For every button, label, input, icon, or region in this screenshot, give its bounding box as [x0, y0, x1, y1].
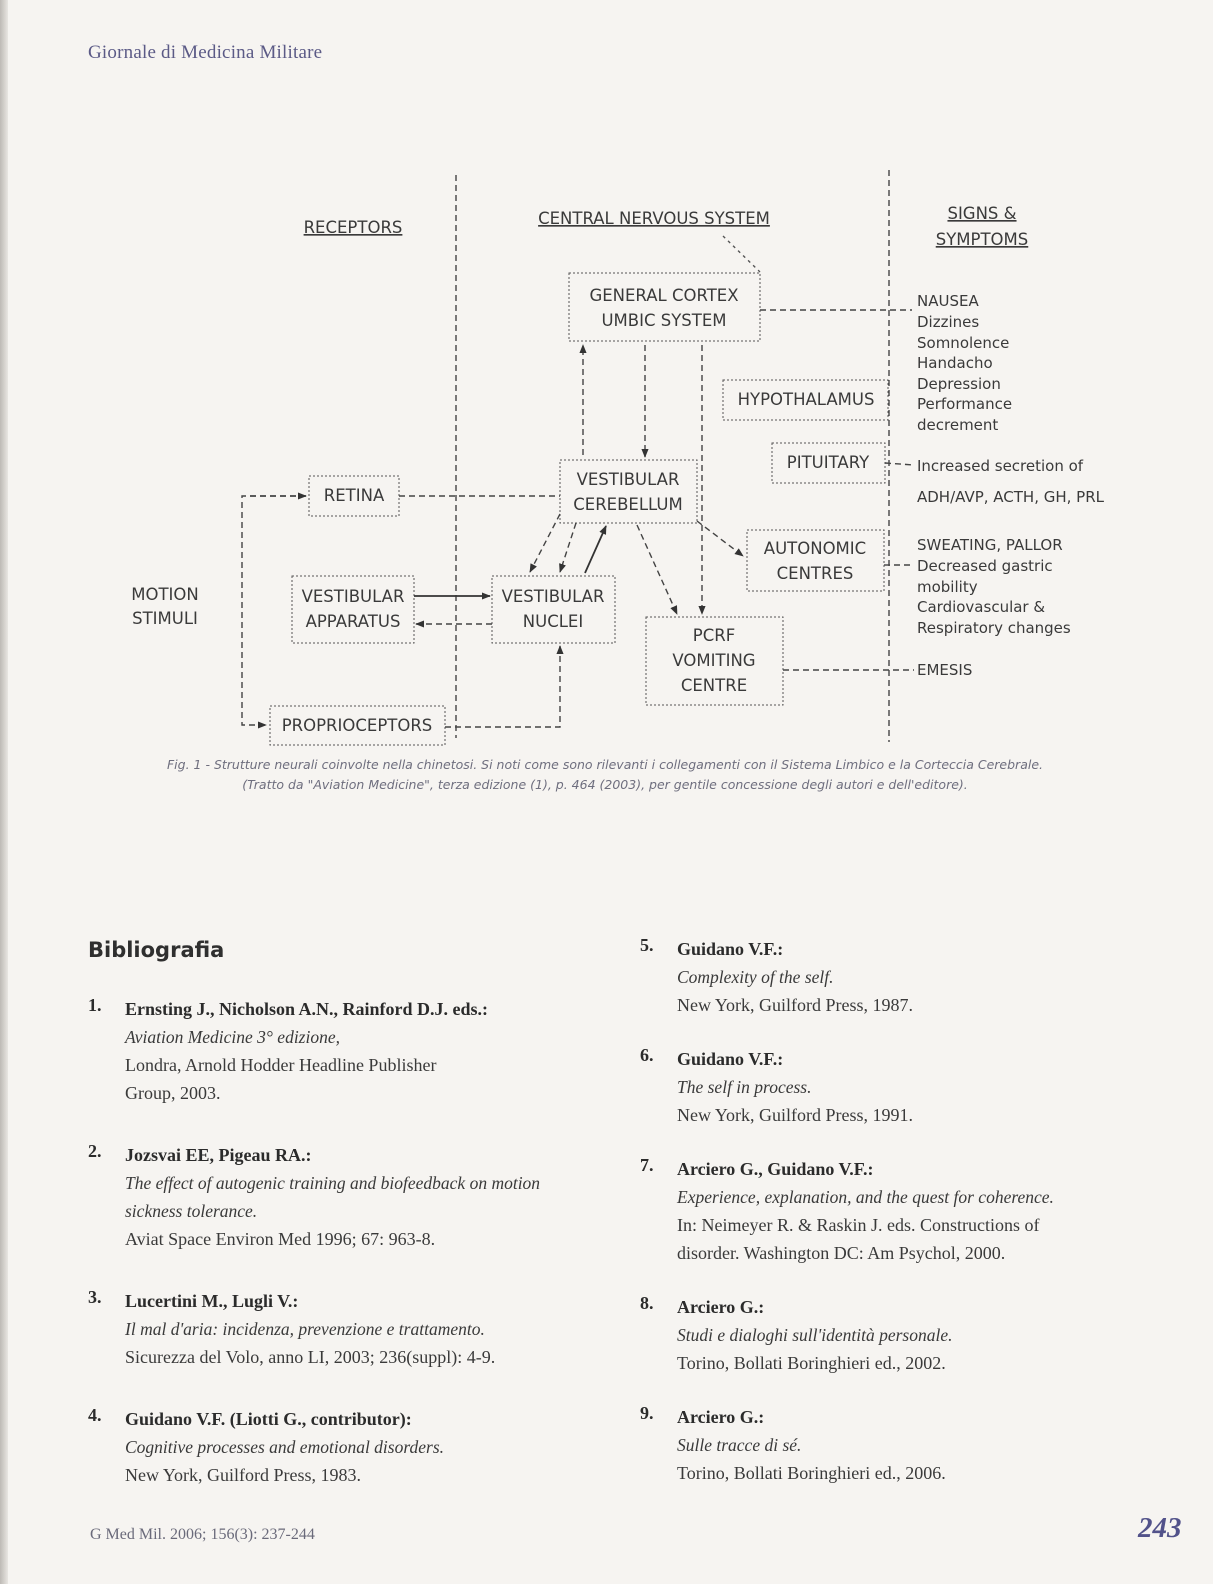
reference-publisher: New York, Guilford Press, 1983.: [125, 1465, 362, 1485]
svg-text:VESTIBULAR: VESTIBULAR: [576, 470, 680, 489]
box-vestibular-apparatus: [292, 576, 414, 643]
box-vestibular-cerebellum: [560, 460, 697, 523]
svg-text:RETINA: RETINA: [323, 486, 385, 505]
header-receptors: RECEPTORS: [303, 218, 403, 237]
reference-authors: Arciero G.:: [677, 1407, 765, 1427]
reference-title: Sulle tracce di sé.: [677, 1435, 802, 1455]
reference-number: 1.: [88, 995, 102, 1015]
reference-number: 3.: [88, 1287, 102, 1307]
svg-text:Performance: Performance: [917, 395, 1013, 413]
reference-authors: Guidano V.F. (Liotti G., contributor):: [125, 1409, 412, 1429]
reference-6: [640, 1045, 1160, 1129]
reference-authors: Guidano V.F.:: [677, 1049, 784, 1069]
svg-text:AUTONOMIC: AUTONOMIC: [763, 539, 867, 558]
reference-authors: Jozsvai EE, Pigeau RA.:: [125, 1145, 312, 1165]
motion-stimuli-line1: MOTION: [131, 585, 199, 604]
svg-text:mobility: mobility: [917, 578, 978, 596]
reference-2: [88, 1141, 588, 1253]
arrow-cerebellum-to-pcrf: [637, 525, 677, 614]
arrow-cerebellum-to-nuclei-2: [560, 523, 576, 572]
svg-text:CEREBELLUM: CEREBELLUM: [573, 495, 683, 514]
svg-text:Depression: Depression: [917, 375, 1001, 393]
box-autonomic-centres: [747, 530, 884, 591]
svg-text:Cardiovascular &: Cardiovascular &: [917, 598, 1046, 616]
svg-text:VESTIBULAR: VESTIBULAR: [501, 587, 605, 606]
reference-publisher: Torino, Bollati Boringhieri ed., 2002.: [677, 1353, 946, 1373]
symptoms-pituitary-group: [917, 457, 1105, 506]
reference-authors: Guidano V.F.:: [677, 939, 784, 959]
symptoms-autonomic-group: [917, 536, 1071, 637]
arrow-nuclei-to-cerebellum: [585, 526, 606, 573]
footer-citation: G Med Mil. 2006; 156(3): 237-244: [90, 1526, 315, 1543]
box-retina: [309, 476, 399, 516]
reference-authors: Arciero G.:: [677, 1297, 765, 1317]
box-general-cortex: [569, 273, 760, 341]
box-pituitary: [772, 443, 885, 483]
header-symptoms: SYMPTOMS: [935, 230, 1029, 249]
reference-9: [640, 1403, 1160, 1487]
reference-number: 8.: [640, 1293, 654, 1313]
svg-text:HYPOTHALAMUS: HYPOTHALAMUS: [737, 390, 875, 409]
reference-7: [640, 1155, 1160, 1267]
arrow-cerebellum-to-autonomic: [697, 521, 743, 556]
reference-authors: Arciero G., Guidano V.F.:: [677, 1159, 874, 1179]
reference-number: 2.: [88, 1141, 102, 1161]
svg-text:decrement: decrement: [917, 416, 999, 434]
bibliography-title: Bibliografia: [88, 938, 225, 962]
svg-text:Handacho: Handacho: [917, 354, 993, 372]
reference-publisher: New York, Guilford Press, 1987.: [677, 995, 914, 1015]
reference-publisher: New York, Guilford Press, 1991.: [677, 1105, 914, 1125]
reference-publisher: Aviat Space Environ Med 1996; 67: 963-8.: [125, 1229, 436, 1249]
reference-authors: Ernsting J., Nicholson A.N., Rainford D.J. eds.:: [125, 999, 489, 1019]
svg-text:APPARATUS: APPARATUS: [305, 612, 401, 631]
box-proprioceptors: [270, 706, 445, 745]
reference-publisher: Group, 2003.: [125, 1083, 221, 1103]
reference-title: Experience, explanation, and the quest for coherence.: [677, 1187, 1054, 1207]
reference-8: [640, 1293, 1160, 1377]
reference-title: The self in process.: [677, 1077, 812, 1097]
svg-text:NAUSEA: NAUSEA: [917, 292, 979, 310]
reference-title: Aviation Medicine 3° edizione,: [125, 1027, 340, 1047]
svg-text:CENTRES: CENTRES: [776, 564, 854, 583]
svg-text:Increased secretion of: Increased secretion of: [917, 457, 1084, 475]
reference-publisher: disorder. Washington DC: Am Psychol, 2000.: [677, 1243, 1006, 1263]
symptoms-cortex-group: [917, 292, 1012, 434]
svg-text:PITUITARY: PITUITARY: [786, 453, 870, 472]
svg-text:NUCLEI: NUCLEI: [522, 612, 584, 631]
header-cns: CENTRAL NERVOUS SYSTEM: [538, 209, 770, 228]
figure-caption: [80, 755, 1130, 795]
svg-text:Respiratory changes: Respiratory changes: [917, 619, 1071, 637]
svg-text:PROPRIOCEPTORS: PROPRIOCEPTORS: [281, 716, 433, 735]
reference-title: Il mal d'aria: incidenza, prevenzione e trattamento.: [125, 1319, 485, 1339]
page-number: 243: [1138, 1512, 1182, 1544]
reference-3: [88, 1287, 588, 1371]
bibliography-column-left: [88, 995, 588, 1489]
reference-publisher: Londra, Arnold Hodder Headline Publisher: [125, 1055, 437, 1075]
reference-title: Studi e dialoghi sull'identità personale.: [677, 1325, 953, 1345]
svg-text:PCRF: PCRF: [692, 626, 736, 645]
bibliography-column-right: [640, 935, 1160, 1487]
svg-text:VOMITING: VOMITING: [672, 651, 756, 670]
cns-pointer-line: [723, 236, 760, 272]
reference-publisher: In: Neimeyer R. & Raskin J. eds. Constructions of: [677, 1215, 1040, 1235]
motion-stimuli-line2: STIMULI: [132, 609, 198, 628]
arrow-cerebellum-to-nuclei-1: [530, 514, 560, 572]
reference-title: Cognitive processes and emotional disorders.: [125, 1437, 445, 1457]
stimuli-bracket: [242, 496, 306, 725]
reference-number: 7.: [640, 1155, 654, 1175]
caption-line-2: (Tratto da "Aviation Medicine", terza edizione (1), p. 464 (2003), per gentile concessione degli autori e dell'editore).: [242, 777, 968, 792]
reference-number: 4.: [88, 1405, 102, 1425]
svg-text:VESTIBULAR: VESTIBULAR: [301, 587, 405, 606]
reference-1: [88, 995, 588, 1107]
reference-number: 6.: [640, 1045, 654, 1065]
caption-line-1: Fig. 1 - Strutture neurali coinvolte nella chinetosi. Si noti come sono rilevanti i collegamenti con il Sistema Limbico e la Corteccia Cerebrale.: [166, 757, 1043, 772]
reference-publisher: Torino, Bollati Boringhieri ed., 2006.: [677, 1463, 946, 1483]
box-vestibular-nuclei: [492, 576, 615, 643]
svg-text:Dizzines: Dizzines: [917, 313, 980, 331]
reference-title: Complexity of the self.: [677, 967, 834, 987]
box-hypothalamus: [723, 380, 888, 420]
svg-text:Somnolence: Somnolence: [917, 334, 1010, 352]
reference-5: [640, 935, 1160, 1019]
arrow-proprioceptors-to-nuclei: [445, 646, 560, 727]
box-pcrf-vomiting-centre: [646, 617, 783, 705]
reference-title: The effect of autogenic training and biofeedback on motion sickness tolerance.: [125, 1173, 541, 1221]
header-signs: SIGNS &: [947, 204, 1017, 223]
reference-number: 5.: [640, 935, 654, 955]
svg-text:ADH/AVP, ACTH, GH, PRL: ADH/AVP, ACTH, GH, PRL: [917, 488, 1105, 506]
reference-number: 9.: [640, 1403, 654, 1423]
svg-text:SWEATING, PALLOR: SWEATING, PALLOR: [917, 536, 1063, 554]
reference-4: [88, 1405, 588, 1489]
symptom-emesis: EMESIS: [917, 661, 973, 679]
svg-text:CENTRE: CENTRE: [680, 676, 748, 695]
running-head: Giornale di Medicina Militare: [88, 42, 323, 63]
reference-publisher: Sicurezza del Volo, anno LI, 2003; 236(suppl): 4-9.: [125, 1347, 496, 1367]
svg-text:Decreased gastric: Decreased gastric: [917, 557, 1053, 575]
svg-text:GENERAL CORTEX: GENERAL CORTEX: [589, 286, 739, 305]
svg-text:UMBIC SYSTEM: UMBIC SYSTEM: [601, 311, 727, 330]
reference-authors: Lucertini M., Lugli V.:: [125, 1291, 299, 1311]
